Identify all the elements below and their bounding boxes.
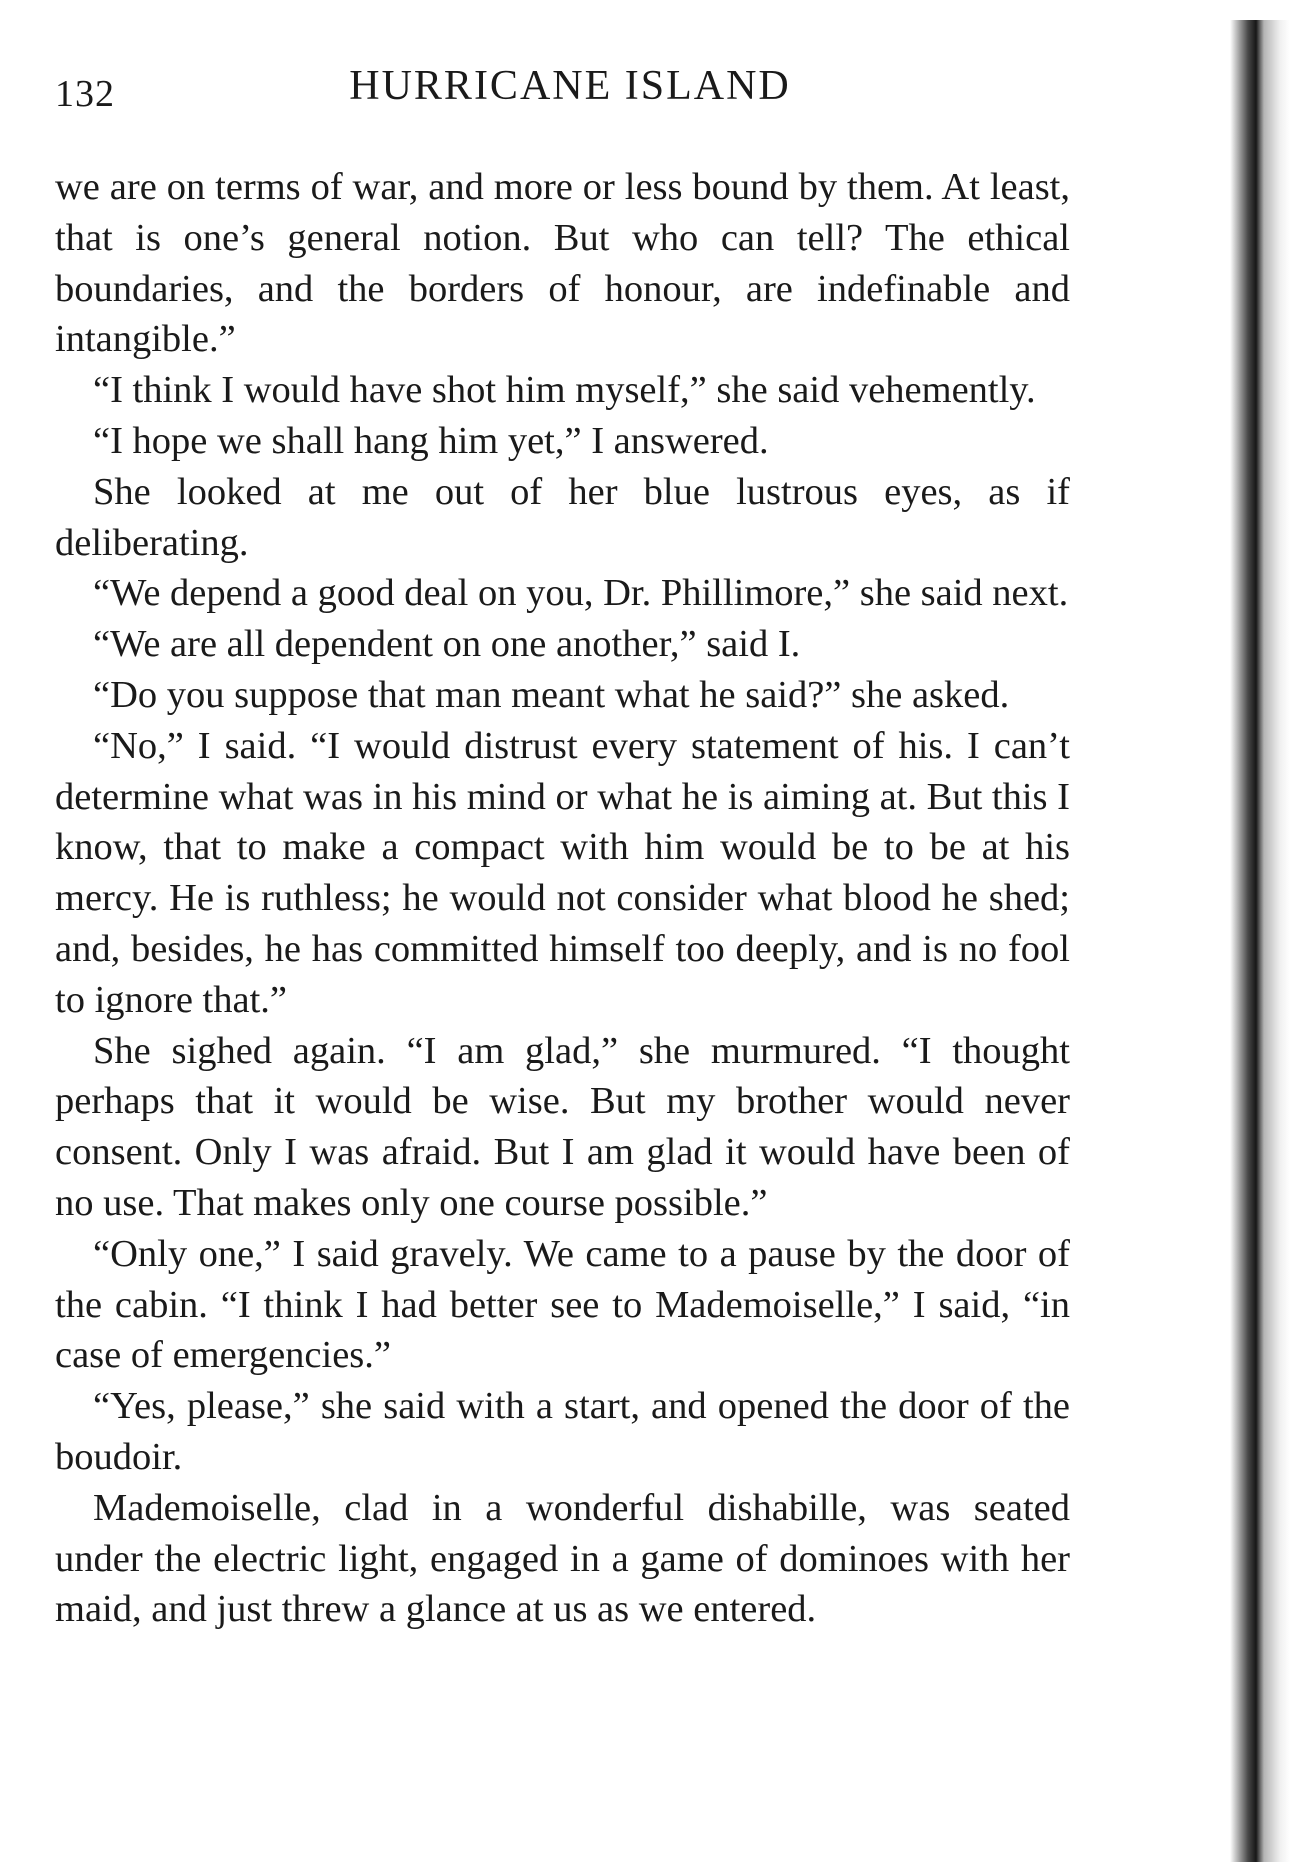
running-header (55, 62, 1065, 122)
paragraph: Mademoiselle, clad in a wonderful dishabille, was seated under the electric light, engaged in a game of dominoes with her maid, and just threw a glance at us as we entered. (55, 1486, 1070, 1631)
page-number: 132 (55, 73, 115, 115)
body-text (55, 162, 1070, 1635)
paragraph: “Yes, please,” she said with a start, and opened the door of the boudoir. (55, 1385, 1070, 1478)
paragraph: “We are all dependent on one another,” said I. (93, 623, 801, 666)
paragraph: “Do you suppose that man meant what he said?” she asked. (93, 673, 1010, 716)
page-binding-edge (1230, 20, 1290, 1862)
paragraph: She looked at me out of her blue lustrous eyes, as if deliberating. (55, 470, 1070, 564)
paragraph: She sighed again. “I am glad,” she murmured. “I thought perhaps that it would be wise. But my brother would never consent. Only I was afraid. But I am glad it would have been of no use. That makes only one course possible.” (55, 1029, 1070, 1224)
running-title: HURRICANE ISLAND (349, 63, 791, 109)
paragraph: “Only one,” I said gravely. We came to a pause by the door of the cabin. “I think I had better see to Mademoiselle,” I said, “in case of emergencies.” (55, 1232, 1070, 1377)
paragraph: “I hope we shall hang him yet,” I answered. (93, 419, 769, 462)
paragraph: “No,” I said. “I would distrust every statement of his. I can’t determine what was in his mind or what he is aiming at. But this I know, that to make a compact with him would be to be at his mercy. He is ruthless; he would not consider what blood he shed; and, besides, he has committed himself too deeply, and is no fool to ignore that.” (55, 724, 1070, 1021)
paragraph: “We depend a good deal on you, Dr. Phillimore,” she said next. (93, 572, 1069, 615)
paragraph: we are on terms of war, and more or less bound by them. At least, that is one’s general notion. But who can tell? The ethical boundaries, and the borders of honour, are indefinable and intangible.” (55, 166, 1070, 361)
paragraph: “I think I would have shot him myself,” she said vehemently. (93, 369, 1036, 412)
